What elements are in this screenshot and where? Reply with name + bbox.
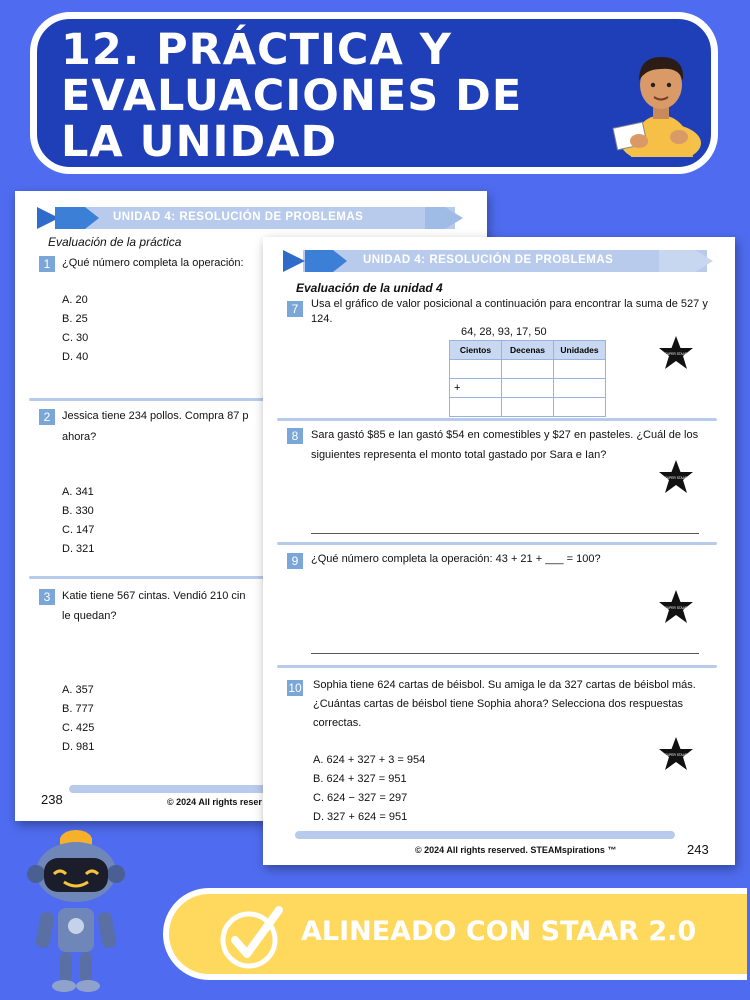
divider [277,665,717,668]
divider [277,418,717,421]
question-number: 1 [39,256,55,272]
answer-option: D. 327 + 624 = 951 [313,811,408,823]
svg-text:SUPER STAAR: SUPER STAAR [664,476,688,480]
staar-badge [163,888,747,980]
answer-option: A. 357 [62,684,94,696]
table-header: Unidades [554,341,606,360]
answer-option: D. 321 [62,543,95,555]
question-number: 7 [287,301,303,317]
answer-option: C. 147 [62,524,95,536]
answer-option: B. 624 + 327 = 951 [313,773,407,785]
question-number: 10 [288,681,302,695]
answer-option: A. 624 + 327 + 3 = 954 [313,754,426,766]
page-number: 238 [41,792,63,807]
star-icon [658,736,694,772]
copyright: © 2024 All rights reserved. STEAMspirations ™ [415,845,617,855]
number-list: 64, 28, 93, 17, 50 [461,326,547,338]
question-number: 3 [39,589,55,605]
copyright: © 2024 All rights reser [167,797,262,807]
page-number: 243 [687,842,709,857]
question-text: Jessica tiene 234 pollos. Compra 87 p [62,410,249,422]
question-text: Usa el gráfico de valor posicional a continuación para encontrar la suma de 527 y 124. [311,298,708,325]
practice-subtitle: Evaluación de la práctica [48,235,182,249]
answer-option: C. 425 [62,722,95,734]
answer-option: D. 981 [62,741,95,753]
table-header: Cientos [450,341,502,360]
question-text: Katie tiene 567 cintas. Vendió 210 cin [62,590,246,602]
plus-sign: + [450,379,502,398]
question-number: 8 [287,428,303,444]
question-text: ¿Qué número completa la operación: 43 + 21 + ___ = 100? [311,553,601,565]
svg-text:SUPER STAAR: SUPER STAAR [664,753,688,757]
assessment-page [263,237,735,865]
question-number: 9 [287,553,303,569]
table-header: Decenas [502,341,554,360]
unit-header: UNIDAD 4: RESOLUCIÓN DE PROBLEMAS [113,211,364,223]
question-number: 2 [39,409,55,425]
answer-line [311,533,699,534]
answer-option: B. 25 [62,313,88,325]
answer-option: B. 777 [62,703,94,715]
star-icon [658,589,694,625]
answer-option: B. 330 [62,505,94,517]
svg-text:SUPER STAAR: SUPER STAAR [664,352,688,356]
answer-option: C. 30 [62,332,89,344]
robot-mascot [20,830,130,995]
svg-text:SUPER STAAR: SUPER STAAR [664,606,688,610]
answer-option: C. 624 − 327 = 297 [313,792,408,804]
assessment-subtitle: Evaluación de la unidad 4 [296,281,443,295]
answer-option: D. 40 [62,351,89,363]
question-text: Sophia tiene 624 cartas de béisbol. Su amiga le da 327 cartas de béisbol más. ¿Cuántas cartas de béisbol tiene Sophia ahora? Selecciona dos respuestas correctas. [313,679,696,729]
answer-line [311,653,699,654]
place-value-table [449,340,606,417]
check-icon [217,902,287,972]
badge-text: ALINEADO CON STAAR 2.0 [301,916,697,947]
answer-option: A. 20 [62,294,88,306]
star-icon [658,335,694,371]
divider [277,542,717,545]
answer-option: A. 341 [62,486,94,498]
star-icon [658,459,694,495]
question-text: ¿Qué número completa la operación: [62,257,244,269]
banner-title: 12. PRÁCTICA Y EVALUACIONES DE LA UNIDAD [61,25,523,167]
title-banner [30,12,718,174]
question-text: ahora? [62,431,97,443]
question-text: Sara gastó $85 e Ian gastó $54 en comestibles y $27 en pasteles. ¿Cuál de los siguientes representa el monto total gastado por Sara e Ian? [311,429,699,461]
unit-header: UNIDAD 4: RESOLUCIÓN DE PROBLEMAS [363,254,614,266]
footer-bar [295,831,675,839]
student-illustration [609,45,709,157]
question-text: le quedan? [62,610,117,622]
